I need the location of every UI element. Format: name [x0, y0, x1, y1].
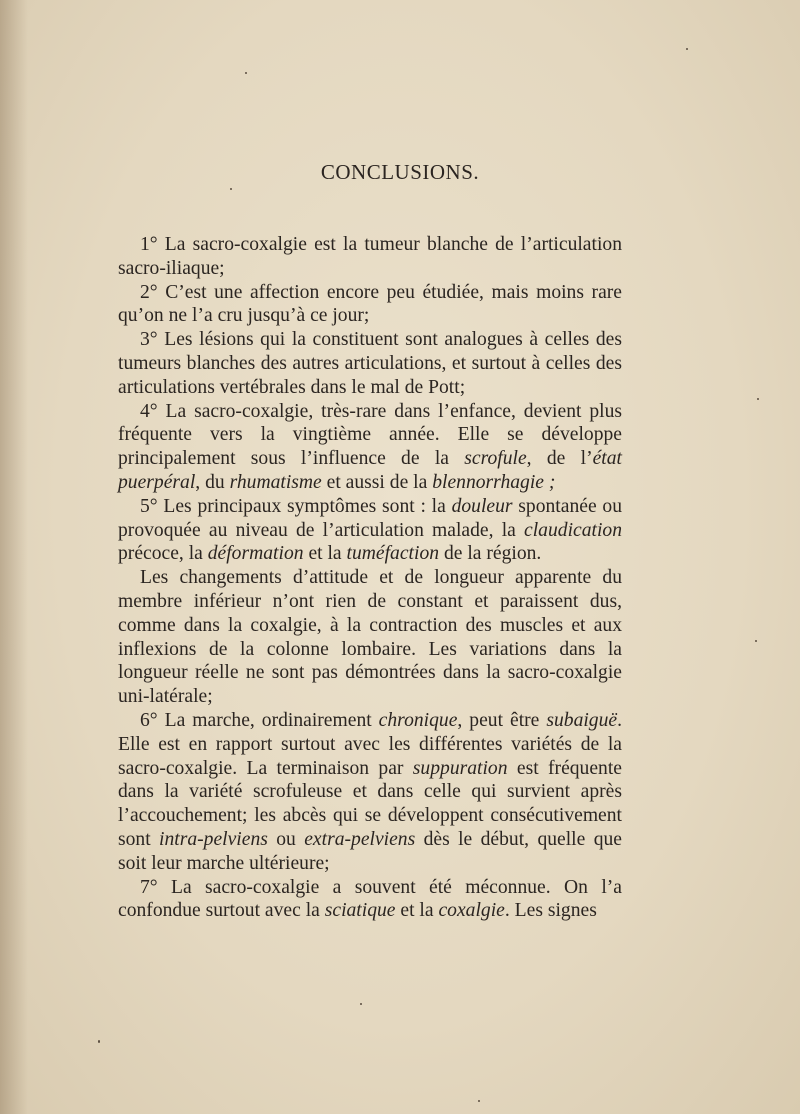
text-run: ou: [267, 828, 305, 850]
text-run: 1° La sacro-coxalgie est la tumeur blanche de l’articulation sacro-iliaque;: [118, 234, 622, 279]
italic-term: coxalgie: [438, 900, 505, 922]
text-run: 6° La marche, ordinairement: [140, 709, 379, 731]
paper-speck: [245, 72, 247, 74]
text-run: et la: [395, 900, 439, 922]
text-run: 7° La sacro-coxalgie a souvent été méconnue. On l’a confondue surtout avec la: [118, 876, 622, 922]
text-run: , du: [195, 471, 230, 493]
text-run: et la: [303, 543, 347, 565]
text-run: . Les signes: [504, 900, 597, 922]
italic-term: tuméfaction: [346, 543, 440, 565]
text-run: 2° C’est une affection encore peu étudiée, mais moins rare qu’on ne l’a cru jusqu’à ce jour;: [118, 281, 622, 327]
paragraph-2: [118, 281, 622, 329]
text-run: Les changements d’attitude et de longueur apparente du membre inférieur n’ont rien de constant et paraissent dus, comme dans la coxalgie, à la contraction des muscles et aux inflexions de la colonne lombaire. Les variations dans la longueur réelle ne sont pas démontrées dans la sacro-coxalgie uni-latérale;: [118, 567, 622, 708]
paragraph-7: [118, 709, 622, 876]
italic-term: subaiguë: [546, 709, 618, 731]
italic-term: douleur: [451, 495, 513, 517]
paragraph-3: [118, 328, 622, 399]
paragraph-1: [118, 233, 622, 281]
text-run: est fréquente dans la variété scrofuleuse et dans celle qui survient après l’accouchement; les abcès qui se développent consécutivement sont: [118, 757, 622, 850]
text-run: . Elle est en rapport surtout avec les différentes variétés de la sacro-coxalgie. La terminaison par: [118, 709, 622, 779]
text-run: 3° Les lésions qui la constituent sont analogues à celles des tumeurs blanches des autres articulations, et surtout à celles des articulations vertébrales dans le mal de Pott;: [118, 329, 622, 398]
paragraph-4: [118, 400, 622, 495]
italic-term: intra-pelviens: [159, 828, 268, 850]
text-run: spontanée ou provoquée au niveau de l’articulation malade, la: [118, 495, 622, 541]
body-text: [118, 233, 622, 923]
italic-term: sciatique: [324, 900, 396, 922]
paper-speck: [360, 1003, 362, 1005]
paper-speck: [755, 640, 757, 642]
text-run: de la région.: [439, 543, 542, 565]
italic-term: extra-pelviens: [304, 828, 416, 850]
paragraph-5: [118, 495, 622, 566]
text-run: , de l’: [526, 448, 593, 470]
text-run: , peut être: [457, 709, 547, 731]
text-run: dès le début, quelle que soit leur marche ultérieure;: [118, 828, 622, 874]
italic-term: déformation: [207, 543, 304, 565]
text-run: précoce, la: [118, 543, 208, 565]
italic-term: scrofule: [464, 448, 527, 470]
text-run: 4° La sacro-coxalgie, très-rare dans l’enfance, devient plus fréquente vers la vingtième année. Elle se développe principalement sous l’influence de la: [118, 400, 622, 470]
text-run: et aussi de la: [321, 471, 433, 493]
paper-speck: [757, 398, 759, 400]
italic-term: rhumatisme: [229, 471, 322, 493]
italic-term: chronique: [378, 709, 458, 731]
paper-speck: [230, 188, 232, 190]
paragraph-8: [118, 876, 622, 924]
italic-term: claudication: [524, 519, 622, 541]
text-run: 5° Les principaux symptômes sont : la: [140, 495, 452, 517]
paragraph-6: [118, 566, 622, 709]
paper-speck: [686, 48, 688, 50]
italic-term: suppuration: [412, 757, 508, 779]
paper-speck: [478, 1100, 480, 1102]
paper-speck: [98, 1040, 100, 1043]
italic-term: état puerpéral: [118, 448, 622, 493]
page-title: CONCLUSIONS.: [320, 160, 480, 184]
italic-term: blennorrhagie ;: [432, 471, 556, 493]
